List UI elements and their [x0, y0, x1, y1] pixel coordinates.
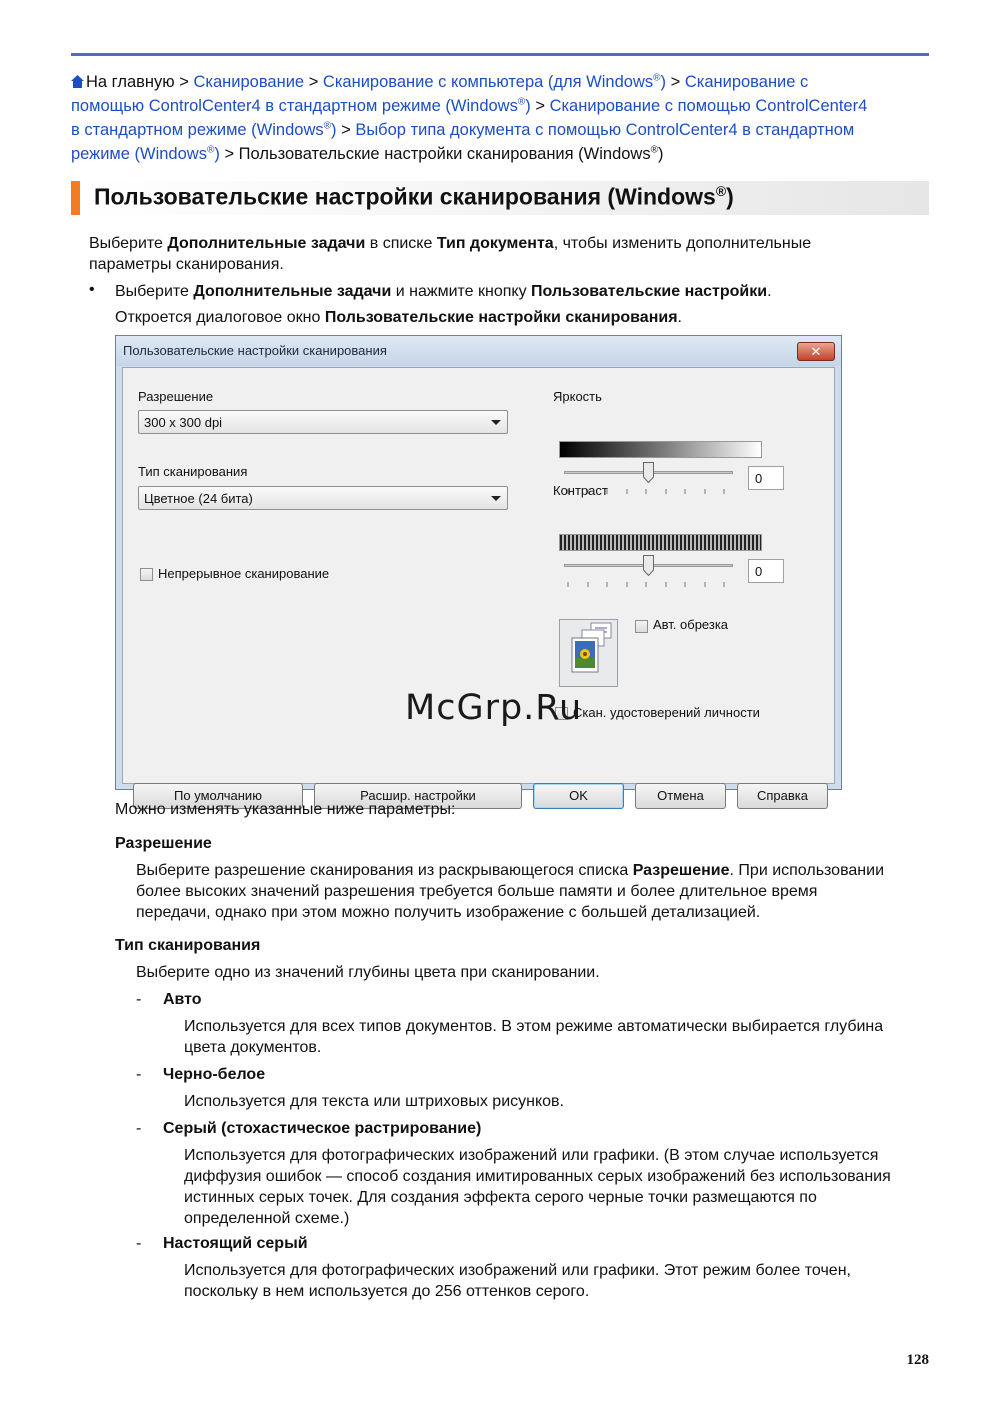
bw-description: Используется для текста или штриховых рисунков. — [184, 1093, 564, 1110]
continuous-scan-checkbox[interactable] — [140, 568, 153, 581]
list-dash: - — [136, 1235, 142, 1252]
scan-type-value: Цветное (24 бита) — [144, 491, 253, 506]
cancel-button[interactable]: Отмена — [635, 783, 726, 809]
can-change-text: Можно изменять указанные ниже параметры: — [115, 801, 456, 818]
continuous-scan-label: Непрерывное сканирование — [158, 566, 330, 581]
advanced-settings-button[interactable]: Расшир. настройки — [314, 783, 522, 809]
brightness-input[interactable]: 0 — [748, 466, 784, 490]
chevron-down-icon — [491, 496, 501, 501]
auto-heading: Авто — [163, 991, 202, 1008]
breadcrumb-link-scan-pc[interactable]: Сканирование с компьютера (для Windows®) — [322, 72, 666, 91]
true-gray-heading: Настоящий серый — [163, 1235, 308, 1252]
dialog-title: Пользовательские настройки сканирования — [123, 343, 387, 358]
page-number: 128 — [906, 1352, 929, 1368]
resolution-value: 300 x 300 dpi — [144, 415, 223, 430]
gray-heading: Серый (стохастическое растрирование) — [163, 1120, 482, 1137]
bw-heading: Черно-белое — [163, 1066, 266, 1083]
list-dash: - — [136, 991, 142, 1008]
breadcrumb-link-cc4-scan[interactable]: Сканирование с помощью ControlCenter4 в стандартном режиме (Windows®) — [71, 97, 868, 139]
contrast-input[interactable]: 0 — [748, 559, 784, 583]
scan-type-label: Тип сканирования — [138, 464, 248, 479]
brightness-gradient — [559, 441, 762, 458]
true-gray-description: Используется для фотографических изображений или графики. Этот режим более точен, поскольку в нем используется до 256 оттенков серого. — [184, 1262, 851, 1300]
breadcrumb-link-cc4-home[interactable]: Сканирование с помощью ControlCenter4 в стандартном режиме (Windows®) — [71, 73, 809, 115]
resolution-heading: Разрешение — [115, 835, 212, 852]
list-dash: - — [136, 1120, 142, 1137]
contrast-label: Контраст — [553, 483, 608, 498]
breadcrumb-link-doc-type[interactable]: Выбор типа документа с помощью ControlCenter4 в стандартном режиме (Windows®) — [71, 121, 855, 163]
list-dash: - — [136, 1066, 142, 1083]
gray-description: Используется для фотографических изображений или графики. (В этом случае используется диффузия ошибок — способ создания имитированных серых изображений без использования истинных серых точек. Для создания эффекта серого черные точки размещаются по определенной схеме.) — [184, 1147, 891, 1227]
default-button[interactable]: По умолчанию — [133, 783, 303, 809]
home-icon[interactable] — [71, 75, 84, 88]
auto-description: Используется для всех типов документов. В этом режиме автоматически выбирается глубина цвета документов. — [184, 1018, 884, 1056]
watermark: McGrp.Ru — [405, 688, 583, 728]
resolution-dropdown[interactable] — [138, 410, 508, 434]
bullet-result: Откроется диалоговое окно Пользовательские настройки сканирования. — [115, 309, 682, 326]
help-button[interactable]: Справка — [737, 783, 828, 809]
dialog-titlebar — [116, 336, 841, 366]
bullet-step: Выберите Дополнительные задачи и нажмите кнопку Пользовательские настройки. — [115, 283, 772, 300]
scan-type-heading: Тип сканирования — [115, 937, 261, 954]
breadcrumb-link-scan[interactable]: Сканирование — [193, 73, 305, 91]
resolution-label: Разрешение — [138, 389, 214, 404]
photo-document-icon — [560, 620, 617, 686]
chevron-down-icon — [491, 420, 501, 425]
page-title: Пользовательские настройки сканирования (Windows®) — [94, 183, 734, 210]
close-button[interactable]: ✕ — [797, 342, 835, 361]
intro-paragraph: Выберите Дополнительные задачи в списке Тип документа, чтобы изменить дополнительные параметры сканирования. — [89, 235, 812, 273]
contrast-slider-thumb[interactable] — [643, 555, 654, 576]
ok-button[interactable]: OK — [533, 783, 624, 809]
heading-accent — [71, 181, 80, 215]
top-rule — [71, 53, 929, 56]
contrast-ticks — [564, 582, 734, 587]
scan-type-intro: Выберите одно из значений глубины цвета при сканировании. — [136, 964, 600, 981]
breadcrumb-current: Пользовательские настройки сканирования (Windows®) — [238, 144, 664, 163]
resolution-description: Выберите разрешение сканирования из раскрывающегося списка Разрешение. При использовании более высоких значений разрешения требуется больше памяти и более длительное время передачи, однако при этом можно получить изображение с большей детализацией. — [136, 862, 885, 921]
breadcrumb-home[interactable]: На главную — [86, 73, 175, 91]
scan-type-dropdown[interactable] — [138, 486, 508, 510]
brightness-label: Яркость — [553, 389, 602, 404]
contrast-pattern — [559, 534, 762, 551]
autocrop-label: Авт. обрезка — [653, 617, 729, 632]
document-preview-icon — [559, 619, 618, 687]
autocrop-checkbox[interactable] — [635, 620, 648, 633]
brightness-slider-thumb[interactable] — [643, 462, 654, 483]
idcard-scan-label: Скан. удостоверений личности — [573, 705, 760, 720]
section-heading — [71, 181, 929, 215]
breadcrumb: На главную > Сканирование > Сканирование с компьютера (для Windows®) > Сканирование с помощью ControlCenter4 в стандартном режиме (Windows®) > Сканирование с помощью ControlCenter4 в стандартном режиме (Windows®) > Выбор типа документа с помощью ControlCenter4 в стандартном режиме (Windows®) > Пользовательские настройки сканирования (Windows®) — [71, 72, 868, 163]
bullet-mark: • — [89, 281, 95, 298]
